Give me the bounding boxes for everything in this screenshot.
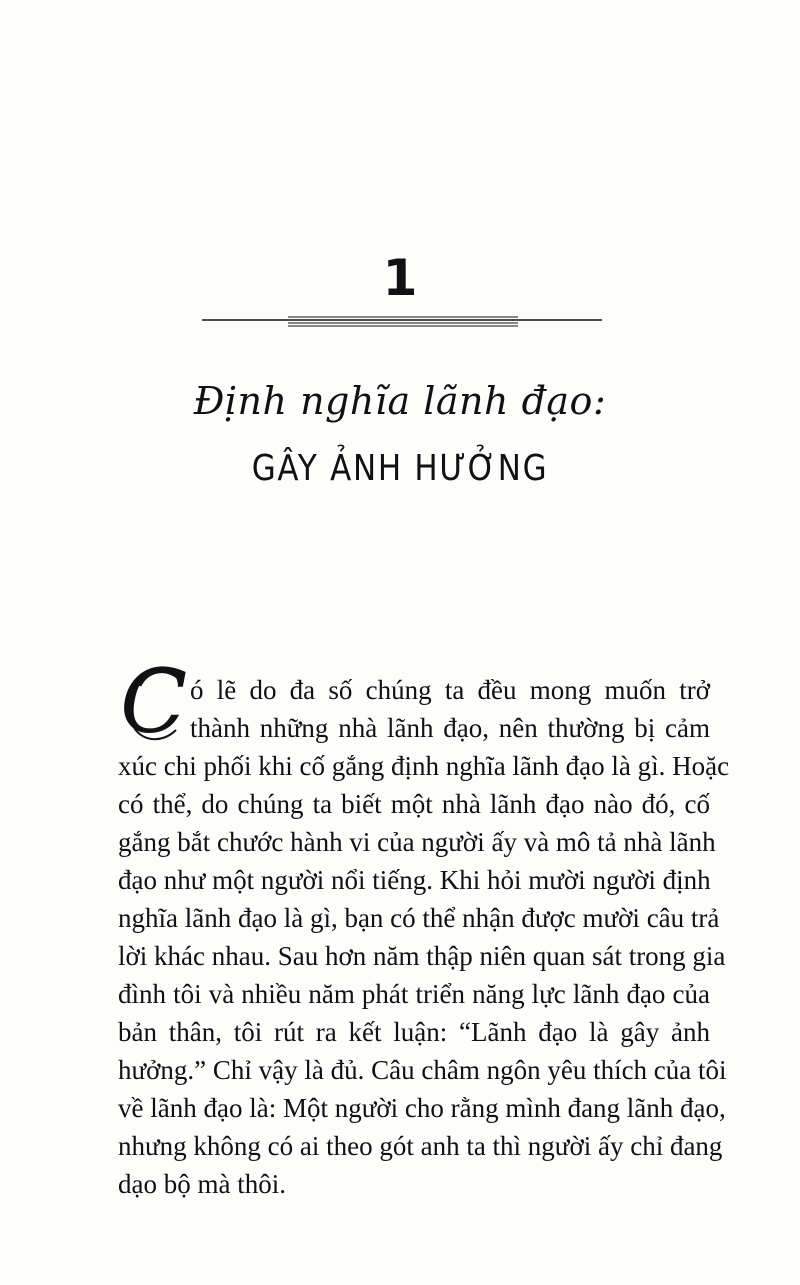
- drop-cap-letter: [118, 660, 198, 750]
- body-line-11: hưởng.” Chỉ vậy là đủ. Câu châm ngôn yêu thích của tôi: [118, 1055, 727, 1085]
- chapter-number: 1: [382, 249, 418, 307]
- body-line-12: về lãnh đạo là: Một người cho rằng mình đang lãnh đạo,: [118, 1093, 726, 1123]
- body-line-8: lời khác nhau. Sau hơn năm thập niên quan sát trong gia: [118, 941, 726, 971]
- body-line-2: thành những nhà lãnh đạo, nên thường bị cảm: [190, 713, 710, 743]
- body-line-7: nghĩa lãnh đạo là gì, bạn có thể nhận được mười câu trả: [118, 903, 720, 933]
- body-line-4: có thể, do chúng ta biết một nhà lãnh đạo nào đó, cố: [118, 789, 710, 819]
- body-line-3: xúc chi phối khi cố gắng định nghĩa lãnh đạo là gì. Hoặc: [118, 751, 730, 781]
- body-line-5: gắng bắt chước hành vi của người ấy và mô tả nhà lãnh: [118, 827, 716, 857]
- body-line-14: dạo bộ mà thôi.: [118, 1169, 286, 1199]
- body-line-6: đạo như một người nổi tiếng. Khi hỏi mười người định: [118, 865, 711, 895]
- chapter-title-caps: GÂY ẢNH HƯỞNG: [251, 448, 549, 489]
- body-line-13: nhưng không có ai theo gót anh ta thì người ấy chỉ đang: [118, 1131, 723, 1161]
- chapter-title-script: Định nghĩa lãnh đạo:: [193, 379, 607, 423]
- body-line-1: ó lẽ do đa số chúng ta đều mong muốn trở: [190, 675, 710, 705]
- body-line-9: đình tôi và nhiều năm phát triển năng lực lãnh đạo của: [118, 979, 710, 1009]
- ornamental-rule: [202, 316, 602, 328]
- body-line-10: bản thân, tôi rút ra kết luận: “Lãnh đạo là gây ảnh: [118, 1017, 710, 1047]
- drop-cap-glyph: C: [120, 660, 188, 750]
